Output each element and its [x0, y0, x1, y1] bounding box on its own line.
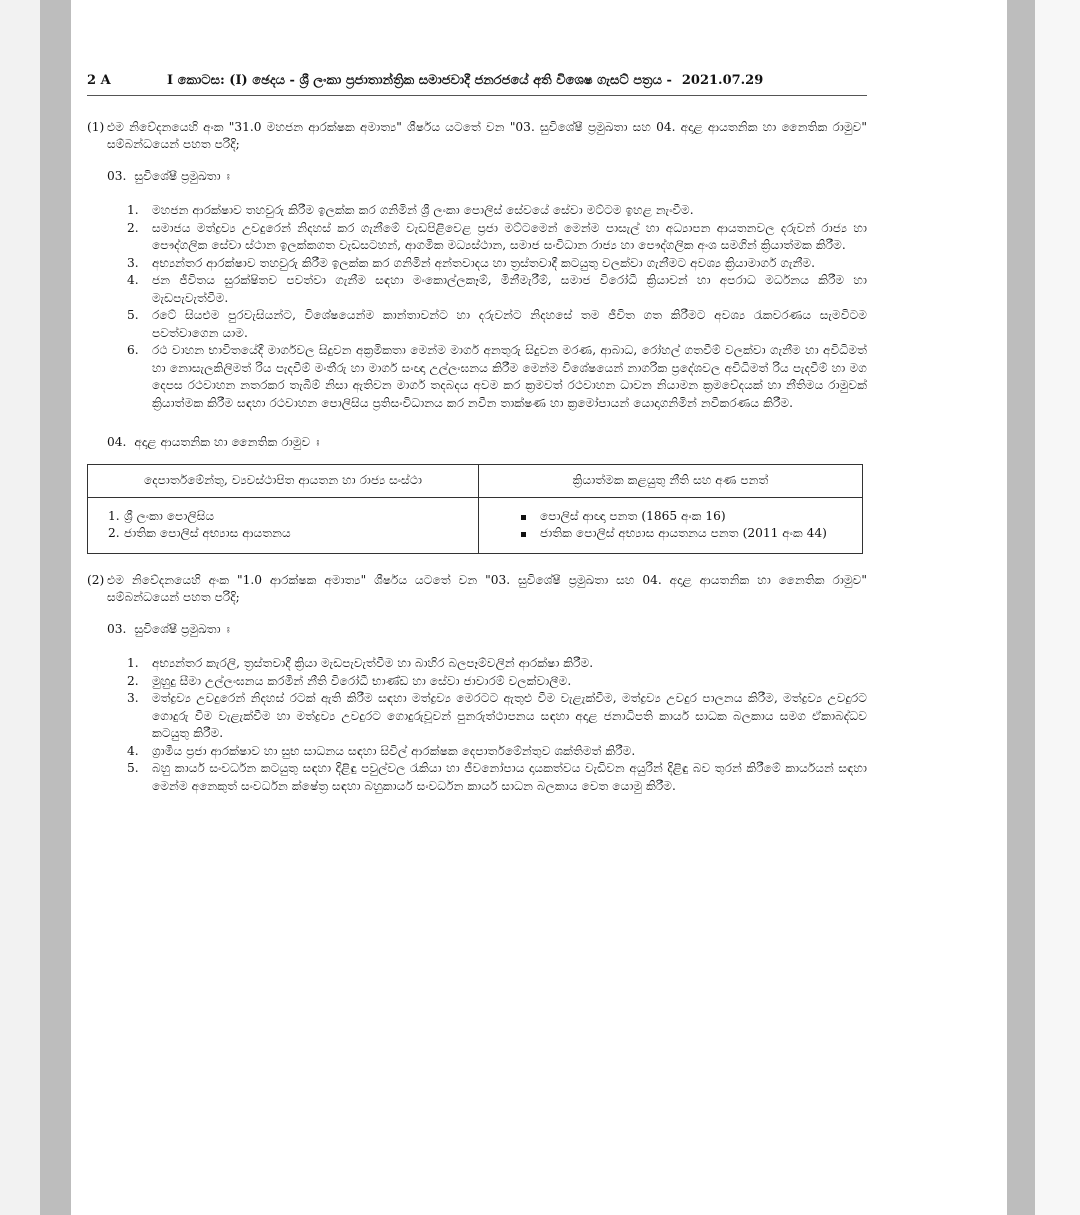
list-item: 2. ජාතික පොලිස් අභ්‍යාස ආයතනය [108, 526, 291, 540]
framework-heading: 04. අදාළ ආයතනික හා නෛතික රාමුව ඃ [107, 435, 320, 449]
list-item: 5. රටේ සියළුම පුරවැසියන්ට, විශේෂයෙන්ම කාන්තාවන්ට හා දරුවන්ට නිදහසේ තම ජීවිත ගත කිරීමට අවශ්‍ය රැකවරණය සැමවිටම පවත්වාගෙන යාම. [127, 308, 867, 340]
priorities-heading: 03. සුවිශේෂී ප්‍රමුඛතා ඃ [107, 168, 230, 183]
gazette-title: I කොටස: (I) ඡෙදය - ශ්‍රී ලංකා ප්‍රජාතාන්ත්‍රික සමාජවාදී ජනරජයේ අති විශෙෂ ගැසට් පත්‍රය - [167, 73, 672, 88]
square-bullet-icon [521, 515, 526, 520]
list-item: 3. මත්ද්‍රව්‍ය උවදුරෙන් නිදහස් රටක් ඇති කිරීම සඳහා මත්ද්‍රව්‍ය මෙරටට ඇතුළු වීම වැළැක්වීම, මත්ද්‍රව්‍ය උවදුර පාලනය කිරීම, මත්ද්‍රව්‍ය උවදුරට ගොදුරු වීම වැළැක්වීම හා මත්ද්‍රව්‍ය උවදුරට ගොදුරුවූවන් පුනරුත්ථාපනය සඳහා අදාළ ජනාධිපති කාර්ය සාධක බලකාය සමග ඒකාබද්ධව කටයුතු කිරීම. [127, 691, 867, 740]
priorities-list [127, 202, 867, 412]
section-number: (2) [87, 572, 105, 587]
section-2 [87, 572, 867, 607]
priorities-heading: 03. සුවිශේෂී ප්‍රමුඛතා ඃ [107, 621, 230, 636]
section-text: එම නිවේදනයෙහි අංක "1.0 ආරක්ෂක අමාත්‍ය" ශීර්ෂය යටතේ වන "03. සුවිශේෂී ප්‍රමුඛතා සහ 04. අදාළ ආයතනික හා නෛතික රාමුව" සම්බන්ධයෙන් පහත පරිදි; [107, 572, 867, 604]
institutions-cell [88, 497, 479, 553]
list-item: 5. බහු කාර්ය සංවර්ධන කටයුතු සඳහා දිළිඳු පවුල්වල රැකියා හා ජීවනෝපාය දායකත්වය වැඩිවන අයුරින් දිළිඳු බව තුරන් කිරීමේ කාර්යයන් සඳහා මෙන්ම අනෙකුත් සංවර්ධන ක්ෂේත්‍ර සඳහා බහුකාර්ය සංවර්ධන කාර්ය සාධන බලකාය වෙත යොමු කිරීම. [127, 761, 867, 793]
section-1 [87, 119, 867, 154]
page-number: 2 A [87, 73, 111, 88]
table-header-laws: ක්‍රියාත්මක කළයුතු නීති සහ අණ පනත් [479, 464, 863, 497]
framework-table [87, 464, 863, 554]
section-number: (1) [87, 119, 105, 134]
list-item: 4. ජන ජීවිතය සුරක්ෂිතව පවත්වා ගැනීම සඳහා මංකොල්ලකෑම්, මිනීමැරීම්, සමාජ විරෝධී ක්‍රියාවන් හා අපරාධ මර්ධනය කිරීම හා මැඩපැවැත්වීම. [127, 273, 867, 305]
table-header-institutions: දෙපාර්තමේන්තු, ව්‍යවස්ථාපිත ආයතන හා රාජ්‍ය සංස්ථා [88, 464, 479, 497]
page-header [87, 72, 867, 96]
list-item: 2. සමාජය මත්ද්‍රව්‍ය උවදුරෙන් නිදහස් කර ගැනීමේ වැඩපිළිවෙළ ප්‍රජා මට්ටමෙන් මෙන්ම පාසැල් හා අධ්‍යාපන ආයතනවල දරුවන් රාජ්‍ය හා පෞද්ගලික සේවා ස්ථාන ඉලක්කගත වැඩසටහන්, ආගමික මධ්‍යස්ථාන, සමාජ සංවිධාන රාජ්‍ය හා පෞද්ගලික අංශ සමගින් ක්‍රියාත්මක කිරීම. [127, 220, 867, 252]
viewer-gutter-right [1007, 0, 1035, 1215]
square-bullet-icon [521, 532, 526, 537]
viewer-gutter-left [40, 0, 71, 1215]
priorities-list [127, 655, 867, 795]
list-item: 1. අභ්‍යන්තර කැරලි, ත්‍රස්තවාදී ක්‍රියා මැඩපැවැත්වීම හා බාහිර බලපෑම්වලින් ආරක්ෂා කිරීම. [127, 656, 594, 670]
list-item: පොලිස් ආඥා පනත (1865 අංක 16) [521, 508, 848, 526]
list-item: 4. ග්‍රාමීය ප්‍රජා ආරක්ෂාව හා සුභ සාධනය සඳහා සිවිල් ආරක්ෂක දෙපාර්තමේන්තුව ශක්තිමත් කිරීම. [127, 743, 636, 758]
laws-cell [479, 497, 863, 553]
section-text: එම නිවේදනයෙහි අංක "31.0 මහජන ආරක්ෂක අමාත්‍ය" ශීර්ෂය යටතේ වන "03. සුවිශේෂී ප්‍රමුඛතා සහ 04. අදාළ ආයතනික හා නෛතික රාමුව" සම්බන්ධයෙන් පහත පරිදි; [107, 119, 867, 151]
list-item: 6. රථ වාහන භාවිතයේදී මාර්ගවල සිදුවන අක්‍රමිකතා මෙන්ම මාර්ග අනතුරු සිදුවන මරණ, ආබාධ, රෝහල් ගතවීම් වලක්වා ගැනීම හා අවිධිමත් හා නොසැලකිලිමත් රිය පැදවීම් මංතීරු හා මාර්ග සංඥා උල්ලංඝනය කිරීම මෙන්ම විශේෂයෙන් නාගරික ප්‍රදේශවල අවිධිමත් රිය පැදවීම් හා මග දෙපස රථවාහන නතරකර තැබීම් නිසා ඇතිවන මාර්ග තදබදය අවම කර ක්‍රමවත් රථවාහන ධාවන නියාමන ක්‍රමවේදයක් හා නීතිමය රාමුවක් ක්‍රියාත්මක කිරීම සඳහා රථවාහන පොලිසිය ප්‍රතිසංවිධානය කර නවීන තාක්ෂණ හා ක්‍රමෝපායන් යොදාගනිමින් නවීකරණය කිරීම. [127, 343, 867, 410]
page-content [87, 72, 867, 795]
list-item: 2. මුහුදු සීමා උල්ලංඝනය කරමින් නීති විරෝධී භාණ්ඩ හා සේවා ජාවාරම් වලක්වාලීම. [127, 673, 572, 688]
gazette-date: 2021.07.29 [681, 73, 764, 88]
list-item: 3. අභ්‍යන්තර ආරක්ෂාව තහවුරු කිරීම ඉලක්ක කර ගනිමින් අන්තවාදය හා ත්‍රස්තවාදී කටයුතු වලක්වා ගැනීමට අවශ්‍ය ක්‍රියාමාර්ග ගැනීම. [127, 255, 816, 270]
viewer-margin-left [0, 0, 40, 1215]
list-item: 1. මහජන ආරක්ෂාව තහවුරු කිරීම ඉලක්ක කර ගනිමින් ශ්‍රී ලංකා පොලිස් සේවයේ සේවා මට්ටම ඉහළ නැංවීම. [127, 203, 694, 217]
viewer-margin-right [1035, 0, 1080, 1215]
list-item: 1. ශ්‍රී ලංකා පොලිසිය [108, 508, 215, 523]
list-item: ජාතික පොලිස් අභ්‍යාස ආයතනය පනත (2011 අංක 44) [521, 525, 848, 543]
